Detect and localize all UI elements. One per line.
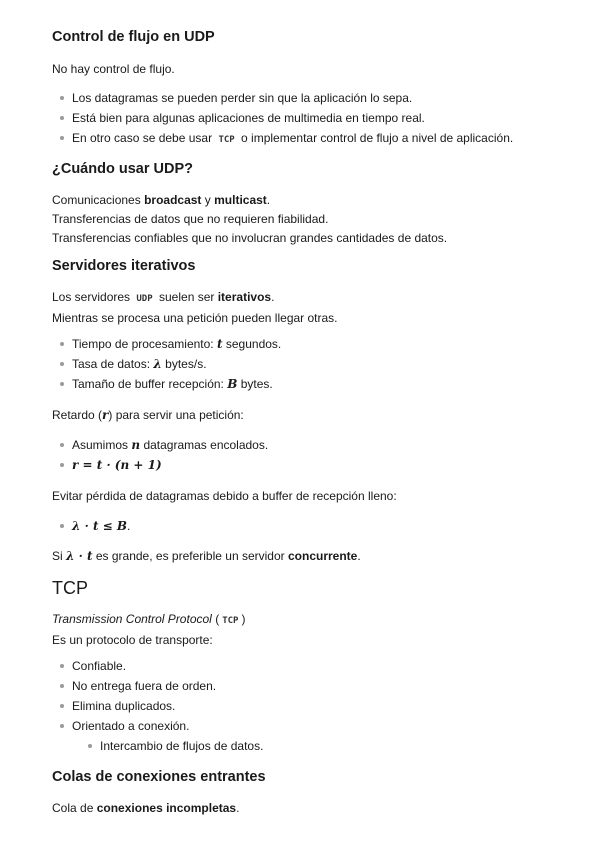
list-item: λ · t ≤ B. [52,516,130,536]
list-item: Tiempo de procesamiento: t segundos. [52,334,281,354]
list-item [52,455,268,475]
formula-delay: r = t · (n + 1) [72,458,162,472]
list-item: En otro caso se debe usar TCP o implementar control de flujo a nivel de aplicación. [52,128,513,148]
list-avoid-loss [52,516,130,536]
code-udp: UDP [136,294,153,304]
formula-condition: λ · t ≤ B [72,519,128,533]
heading-udp-flow-control: Control de flujo en UDP [52,29,215,45]
list-item: Los datagramas se pueden perder sin que la aplicación lo sepa. [52,88,513,108]
code-tcp: TCP [218,135,235,145]
paragraph-no-flow-control: No hay control de flujo. [52,62,175,76]
paragraph-conclusion: Si λ · t es grande, es preferible un servidor concurrente. [52,549,361,563]
list-item: Está bien para algunas aplicaciones de multimedia en tiempo real. [52,108,513,128]
heading-tcp: TCP [52,578,88,598]
code-tcp: TCP [222,616,239,626]
list-item: No entrega fuera de orden. [52,676,263,696]
list-delay [52,435,268,475]
term-broadcast: broadcast [144,193,202,207]
list-udp-flow [52,88,513,148]
list-item: Tamaño de buffer recepción: B bytes. [52,374,281,394]
list-item: Orientado a conexión. [52,716,263,736]
list-item: Asumimos n datagramas encolados. [52,435,268,455]
paragraph-delay: Retardo (r) para servir una petición: [52,408,244,422]
list-sub-item: Intercambio de flujos de datos. [52,736,263,756]
list-tcp-properties [52,656,263,756]
paragraph-tcp-intro: Transmission Control Protocol ( TCP ) Es un protocolo de transporte: [52,612,246,647]
term-multicast: multicast [214,193,267,207]
paragraph-avoid-loss: Evitar pérdida de datagramas debido a buffer de recepción lleno: [52,489,397,503]
heading-when-udp: ¿Cuándo usar UDP? [52,161,193,177]
heading-iterative-servers: Servidores iterativos [52,258,196,274]
paragraph-queues: Cola de conexiones incompletas. [52,801,240,815]
list-iterative-params [52,334,281,394]
paragraph-when-udp: Comunicaciones broadcast y multicast. Transferencias de datos que no requieren fiabilidad. Transferencias confiables que no involucran grandes cantidades de datos. [52,193,448,245]
paragraph-iterative: Los servidores UDP suelen ser iterativos. Mientras se procesa una petición pueden llegar otras. [52,290,338,325]
list-item: Tasa de datos: λ bytes/s. [52,354,281,374]
heading-connection-queues: Colas de conexiones entrantes [52,769,266,785]
list-item: Elimina duplicados. [52,696,263,716]
list-item: Confiable. [52,656,263,676]
